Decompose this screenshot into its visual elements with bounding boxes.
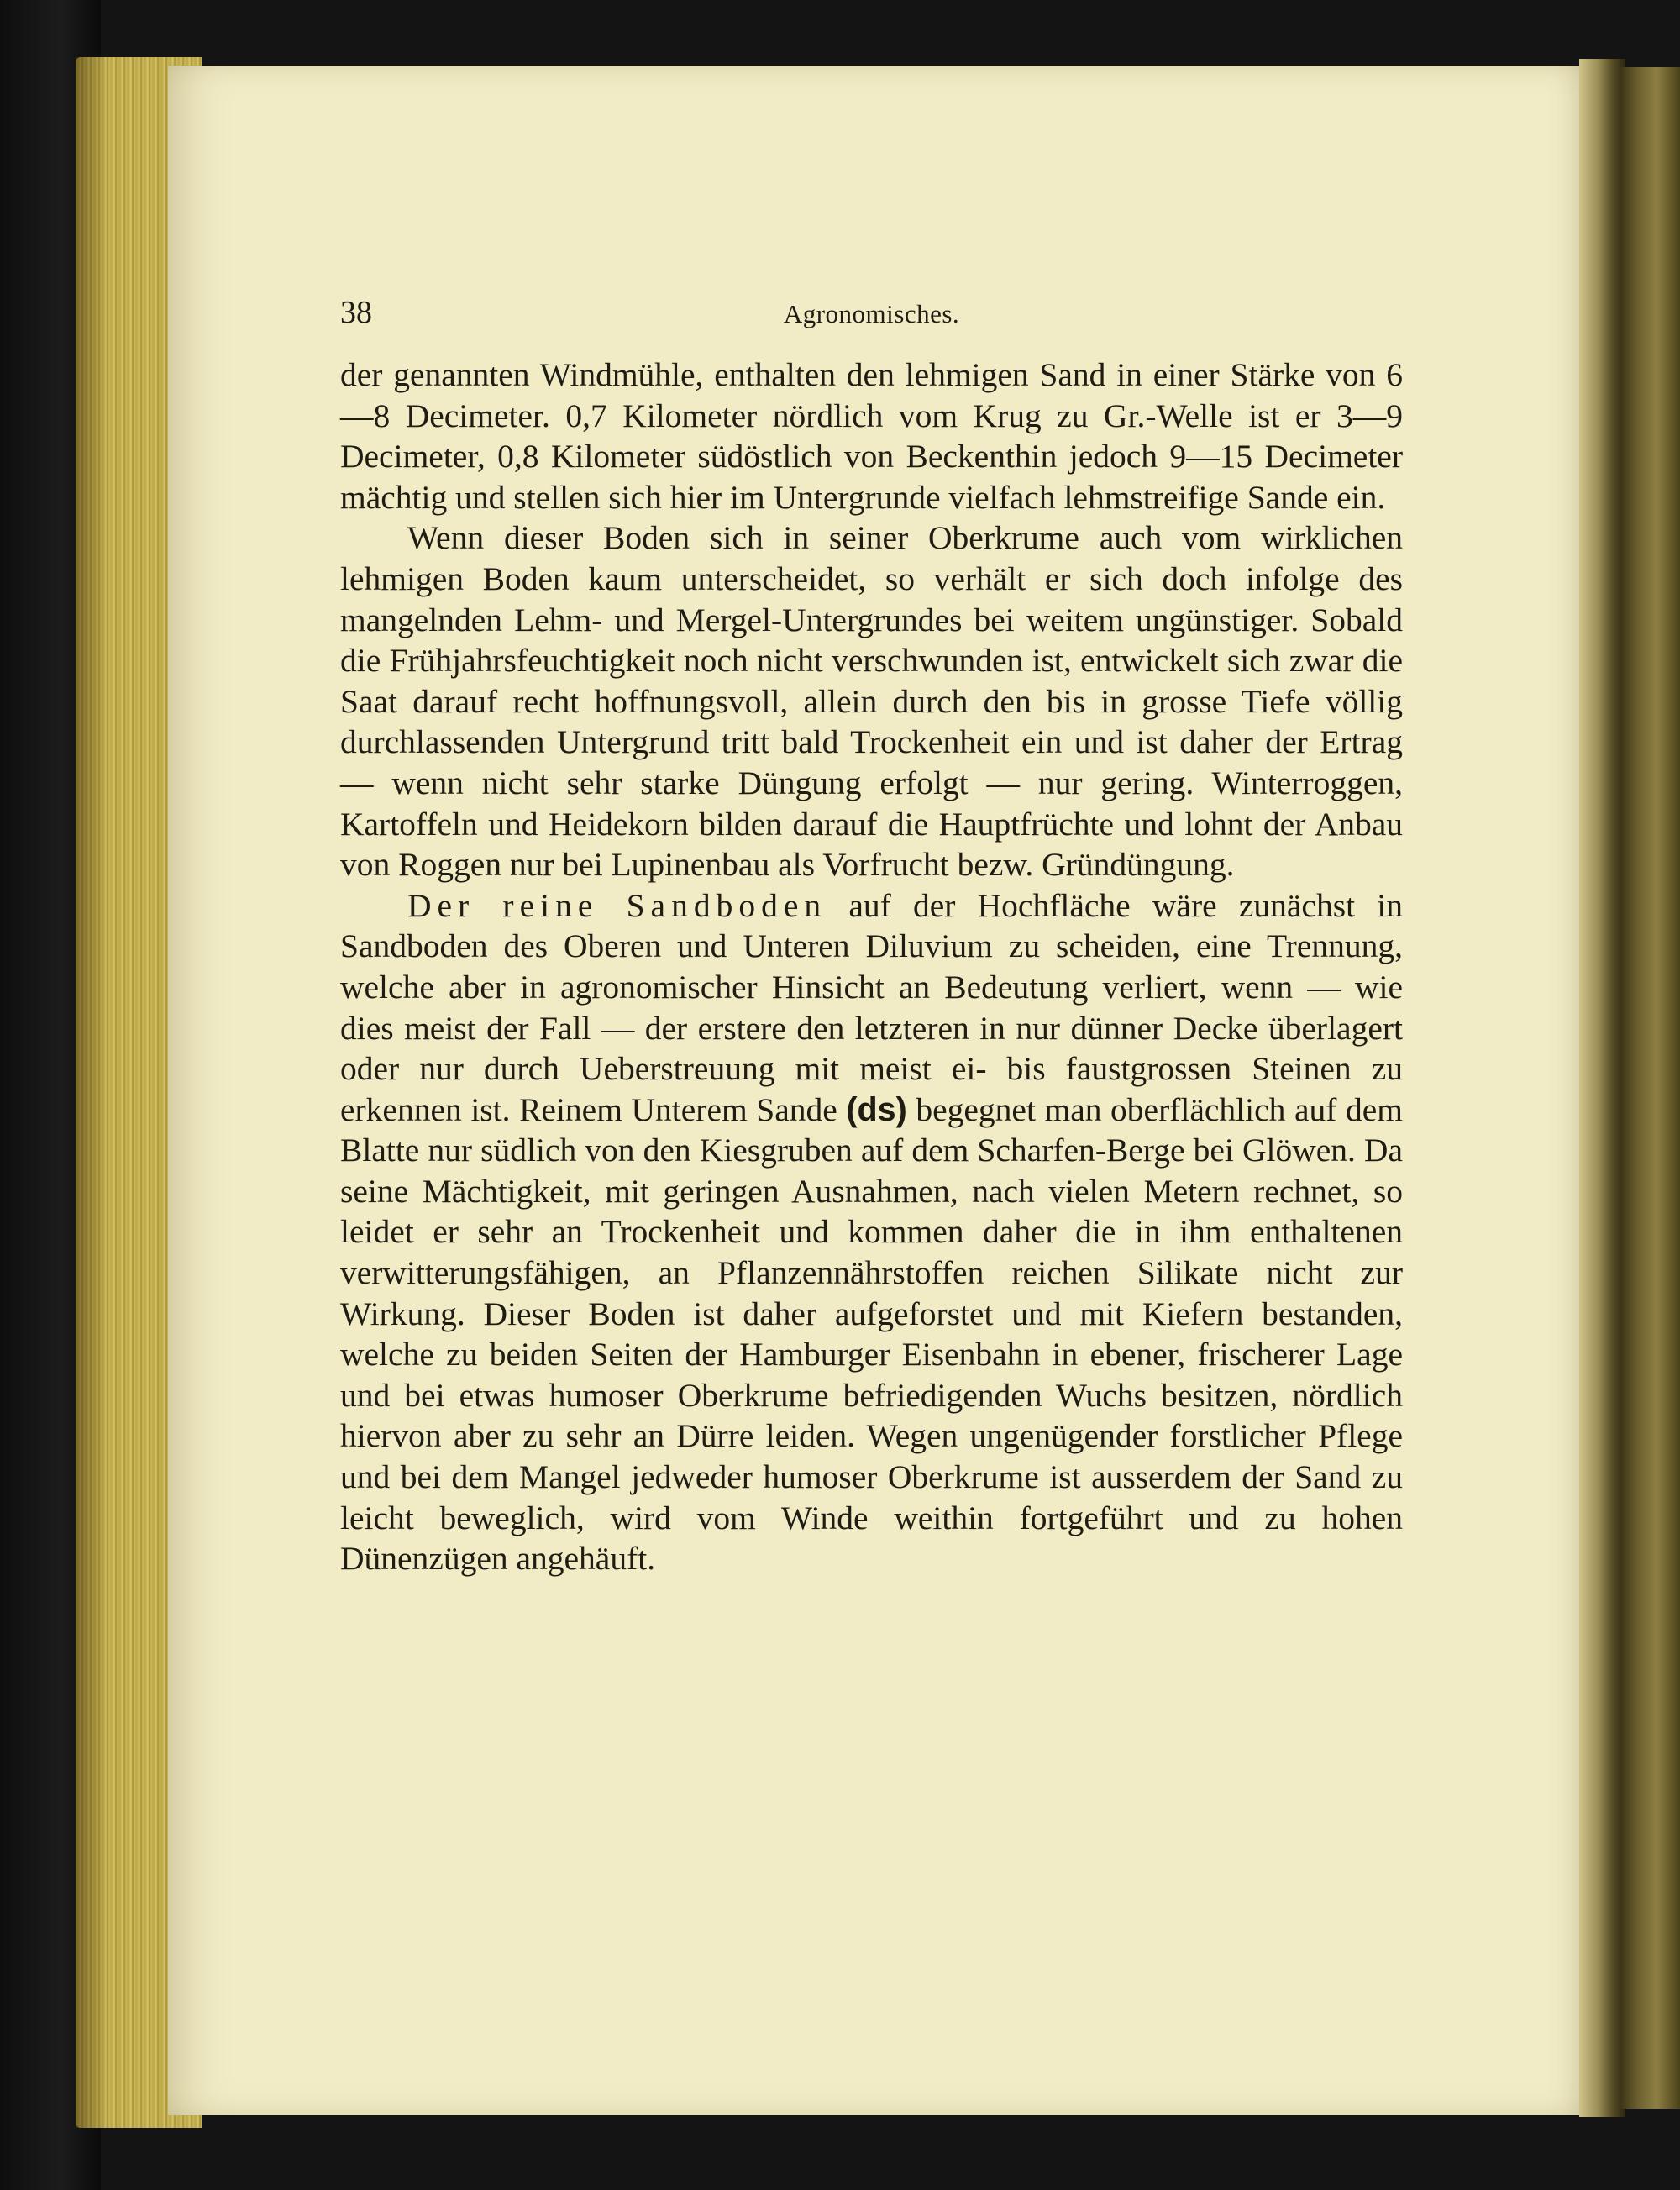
page-content <box>340 294 1403 1579</box>
paragraph-3-part-a: auf der Hochfläche wäre zunächst in Sandboden des Oberen und Unteren Diluvium zu scheiden, eine Trennung, welche aber in agronomischer Hinsicht an Bedeutung verliert, wenn — wie dies meist der Fall — der erstere den letzteren in nur dünner Decke überlagert oder nur durch Ueberstreuung mit meist ei- bis faustgrossen Steinen zu erkennen ist. Reinem Unterem Sande <box>340 886 1403 1128</box>
page-header <box>340 294 1403 344</box>
emphasized-term: Der reine Sandboden <box>407 886 827 924</box>
paragraph-2: Wenn dieser Boden sich in seiner Oberkrume auch vom wirklichen lehmigen Boden kaum unterscheidet, so verhält er sich doch infolge des mangelnden Lehm- und Mergel-Untergrundes bei weitem ungünstiger. Sobald die Frühjahrsfeuchtigkeit noch nicht verschwunden ist, entwickelt sich zwar die Saat darauf recht hoffnungsvoll, allein durch den bis in grosse Tiefe völlig durchlassenden Untergrund tritt bald Trockenheit ein und ist daher der Ertrag — wenn nicht sehr starke Düngung erfolgt — nur gering. Winterroggen, Kartoffeln und Heidekorn bilden darauf die Hauptfrüchte und lohnt der Anbau von Roggen nur bei Lupinenbau als Vorfrucht bezw. Gründüngung. <box>340 519 1403 884</box>
page-number: 38 <box>340 295 372 330</box>
paragraph-3-part-b: begegnet man oberflächlich auf dem Blatte nur südlich von den Kiesgruben auf dem Scharfen-Berge bei Glöwen. Da seine Mächtigkeit, mit geringen Ausnahmen, nach vielen Metern rechnet, so leidet er sehr an Trockenheit und kommen daher die in ihm enthaltenen verwitterungsfähigen, an Pflanzennährstoffen reichen Silikate nicht zur Wirkung. Dieser Boden ist daher aufgeforstet und mit Kiefern bestanden, welche zu beiden Seiten der Hamburger Eisenbahn in ebener, frischerer Lage und bei etwas humoser Oberkrume befriedigenden Wuchs besitzen, nördlich hiervon aber zu sehr an Dürre leiden. Wegen ungenügender forstlicher Pflege und bei dem Mangel jedweder humoser Oberkrume ist ausserdem der Sand zu leicht beweglich, wird vom Winde weithin fortgeführt und zu hohen Dünenzügen angehäuft. <box>340 1090 1403 1578</box>
book-gutter <box>1579 59 1625 2117</box>
paragraph-1: der genannten Windmühle, enthalten den lehmigen Sand in einer Stärke von 6—8 Decimeter. 0,7 Kilometer nördlich vom Krug zu Gr.-Welle ist er 3—9 Decimeter, 0,8 Kilometer südöstlich von Beckenthin jedoch 9—15 Decimeter mächtig und stellen sich hier im Untergrunde vielfach lehmstreifige Sande ein. <box>340 356 1403 516</box>
running-head: Agronomisches. <box>783 299 960 328</box>
paragraph-3 <box>340 885 1403 1579</box>
facing-page-edge <box>1621 67 1680 2109</box>
body-text <box>340 354 1403 1579</box>
map-symbol: (ds) <box>846 1090 907 1128</box>
